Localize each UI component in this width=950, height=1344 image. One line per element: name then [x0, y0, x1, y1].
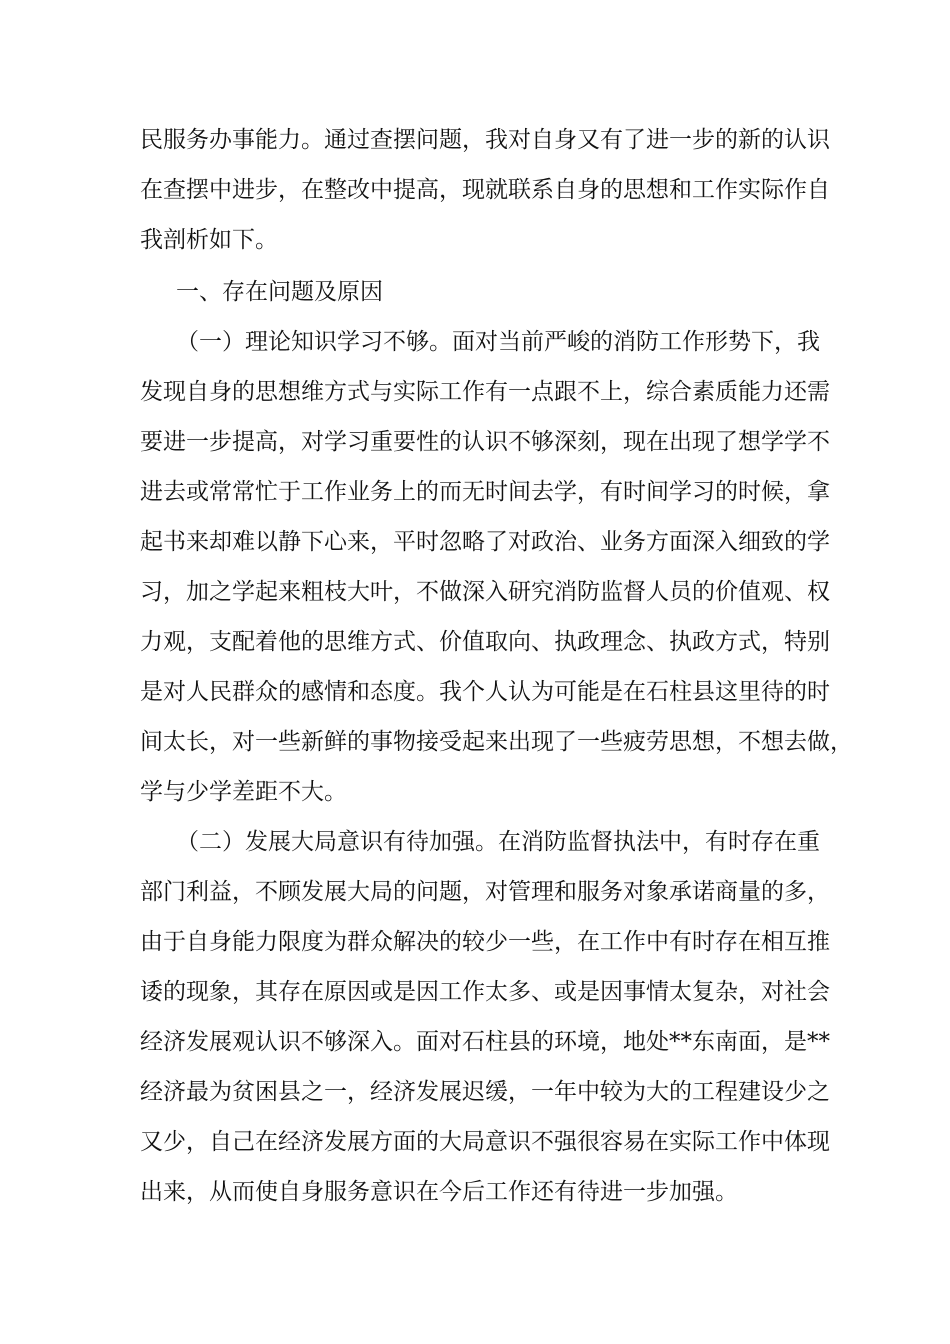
text-line: 又少，自己在经济发展方面的大局意识不强很容易在实际工作中体现	[140, 1129, 830, 1155]
text-line: 在查摆中进步，在整改中提高，现就联系自身的思想和工作实际作自	[140, 177, 830, 203]
text-line: 要进一步提高，对学习重要性的认识不够深刻，现在出现了想学学不	[140, 429, 830, 455]
text-line: 经济最为贫困县之一，经济发展迟缓，一年中较为大的工程建设少之	[140, 1079, 830, 1105]
text-line: 间太长，对一些新鲜的事物接受起来出现了一些疲劳思想，不想去做，	[140, 729, 853, 755]
text-line: 起书来却难以静下心来，平时忽略了对政治、业务方面深入细致的学	[140, 529, 830, 555]
text-line: 诿的现象，其存在原因或是因工作太多、或是因事情太复杂，对社会	[140, 979, 830, 1005]
text-line: 习，加之学起来粗枝大叶，不做深入研究消防监督人员的价值观、权	[140, 579, 830, 605]
text-line: 发现自身的思想维方式与实际工作有一点跟不上，综合素质能力还需	[140, 379, 830, 405]
text-line: 经济发展观认识不够深入。面对石柱县的环境，地处**东南面，是**	[140, 1029, 830, 1055]
subsection-heading-line: （二）发展大局意识有待加强。在消防监督执法中，有时存在重	[176, 829, 820, 855]
text-line: 进去或常常忙于工作业务上的而无时间去学，有时间学习的时候，拿	[140, 479, 830, 505]
subsection-heading-line: （一）理论知识学习不够。面对当前严峻的消防工作形势下，我	[176, 329, 820, 355]
text-line: 力观，支配着他的思维方式、价值取向、执政理念、执政方式，特别	[140, 629, 830, 655]
text-line: 部门利益，不顾发展大局的问题，对管理和服务对象承诺商量的多，	[140, 879, 830, 905]
text-line: 民服务办事能力。通过查摆问题，我对自身又有了进一步的新的认识	[140, 127, 830, 153]
text-line: 是对人民群众的感情和态度。我个人认为可能是在石柱县这里待的时	[140, 679, 830, 705]
text-line: 出来，从而使自身服务意识在今后工作还有待进一步加强。	[140, 1179, 738, 1205]
text-line: 学与少学差距不大。	[140, 779, 347, 805]
text-line: 由于自身能力限度为群众解决的较少一些，在工作中有时存在相互推	[140, 929, 830, 955]
section-heading: 一、存在问题及原因	[176, 279, 383, 305]
text-line: 我剖析如下。	[140, 227, 278, 253]
